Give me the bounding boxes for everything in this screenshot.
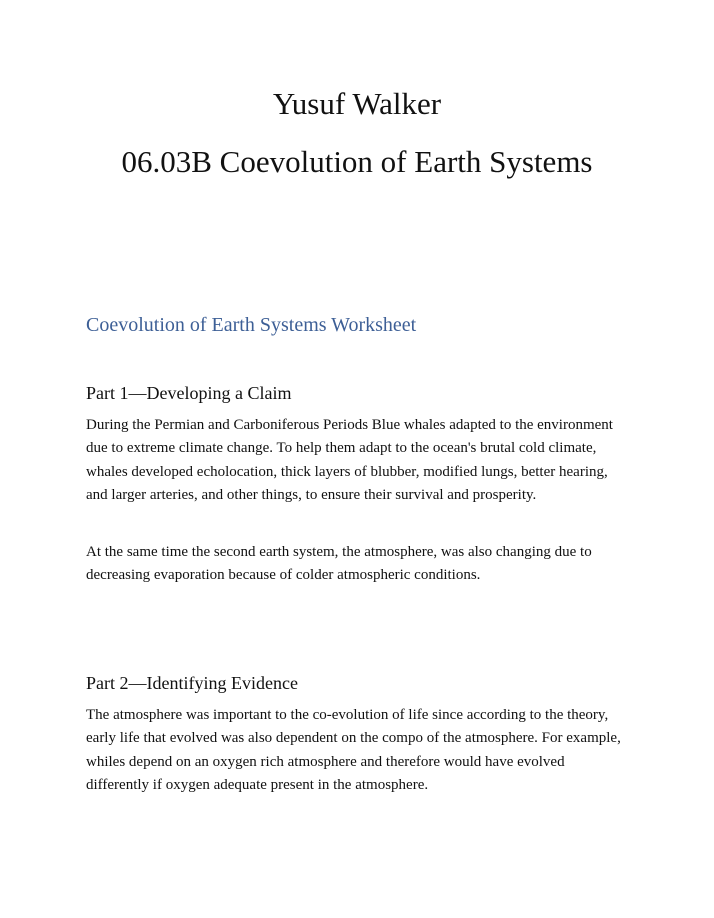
student-name: Yusuf Walker bbox=[272, 86, 442, 121]
worksheet-heading: Coevolution of Earth Systems Worksheet bbox=[86, 314, 417, 336]
part2-paragraph-1: The atmosphere was important to the co-evolution of life since according to the theory, early life that evolved was also dependent on the compo of the atmosphere. For example, whiles depend on an oxygen rich atmosphere and therefore would have evolved differently if oxygen adequate present in the atmosphere. bbox=[86, 707, 621, 794]
part1-paragraph-2: At the same time the second earth system, the atmosphere, was also changing due to decreasing evaporation because of colder atmospheric conditions. bbox=[86, 544, 592, 584]
part1-heading: Part 1—Developing a Claim bbox=[86, 383, 292, 403]
part2-heading: Part 2—Identifying Evidence bbox=[86, 673, 298, 693]
assignment-title: 06.03B Coevolution of Earth Systems bbox=[121, 144, 593, 179]
title-block bbox=[0, 82, 714, 184]
part1-paragraph-1: During the Permian and Carboniferous Periods Blue whales adapted to the environment due to extreme climate change. To help them adapt to the ocean's brutal cold climate, whales developed echolocation, thick layers of blubber, modified lungs, better hearing, and larger arteries, and other things, to ensure their survival and prosperity. bbox=[86, 417, 613, 504]
